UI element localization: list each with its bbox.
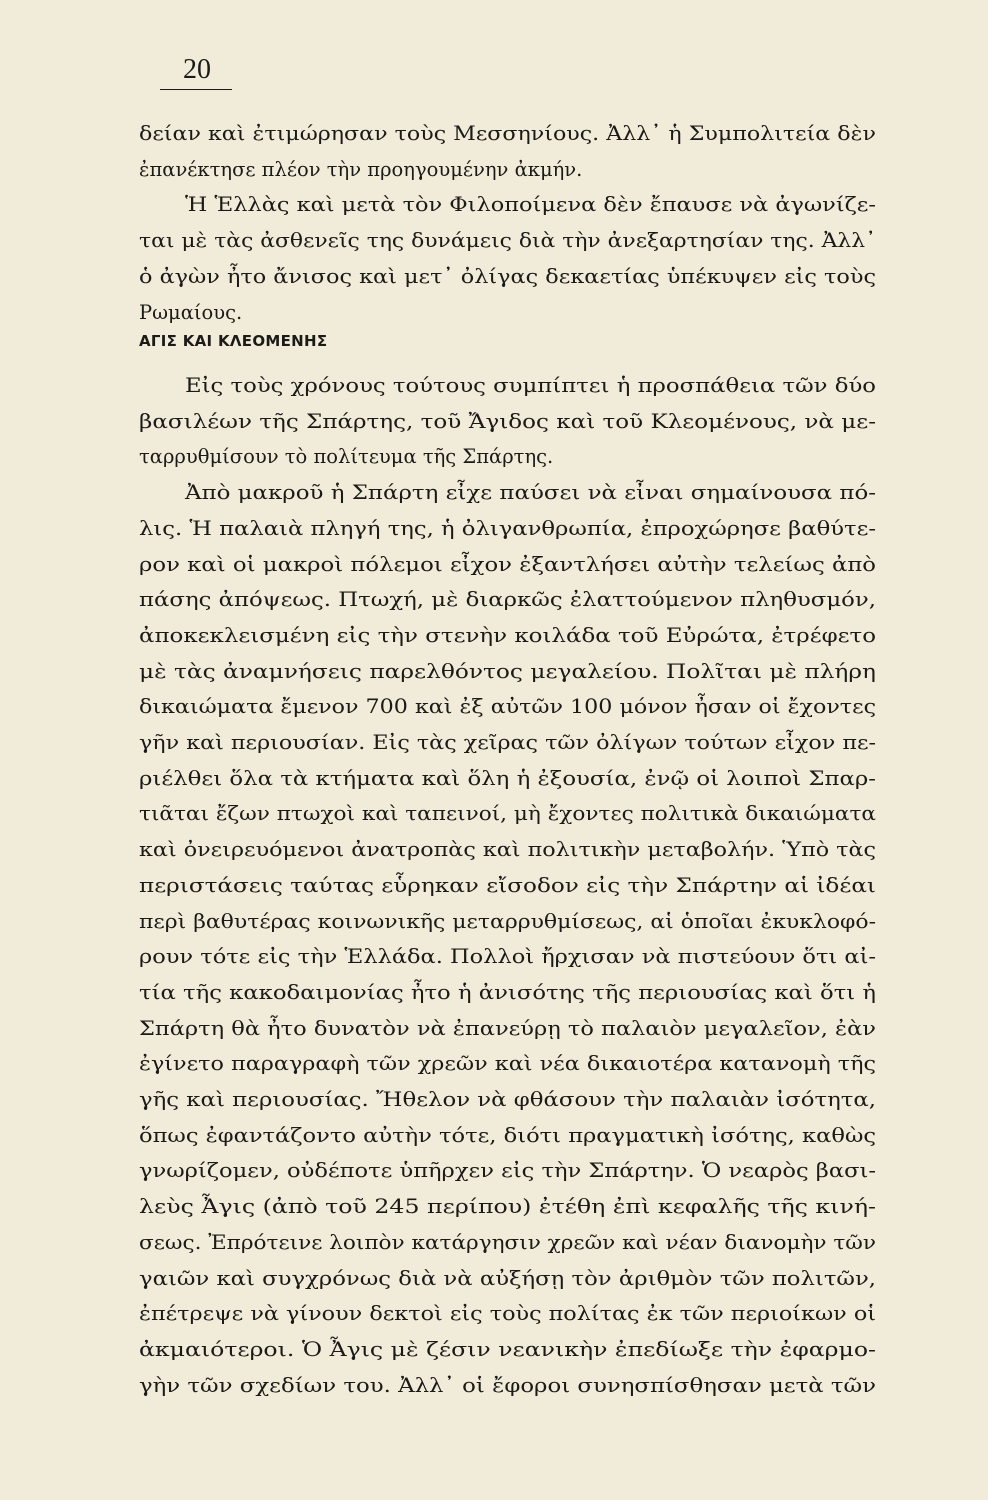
text-line: γνωρίζομεν, οὐδέποτε ὑπῆρχεν εἰς τὴν Σπάρτην. Ὁ νεαρὸς βασι- — [139, 1159, 876, 1183]
text-line: ρουν τότε εἰς τὴν Ἑλλάδα. Πολλοὶ ἤρχισαν νὰ πιστεύουν ὅτι αἰ- — [139, 945, 876, 969]
text-line: βασιλέων τῆς Σπάρτης, τοῦ Ἄγιδος καὶ τοῦ Κλεομένους, νὰ με- — [139, 409, 876, 433]
text-line: λις. Ἡ παλαιὰ πληγή της, ἡ ὀλιγανθρωπία, ἐπροχώρησε βαθύτε- — [139, 516, 876, 540]
text-line: γαιῶν καὶ συγχρόνως διὰ νὰ αὐξήσῃ τὸν ἀριθμὸν τῶν πολιτῶν, — [139, 1266, 876, 1290]
text-line: ται μὲ τὰς ἀσθενεῖς της δυνάμεις διὰ τὴν ἀνεξαρτησίαν της. Ἀλλ᾿ — [139, 229, 876, 253]
text-line: Εἰς τοὺς χρόνους τούτους συμπίπτει ἡ προσπάθεια τῶν δύο — [185, 374, 876, 397]
text-line: Ἀπὸ μακροῦ ἡ Σπάρτη εἶχε παύσει νὰ εἶναι σημαίνουσα πό- — [185, 481, 877, 505]
text-line: ὁ ἀγὼν ἦτο ἄνισος καὶ μετ᾿ ὀλίγας δεκαετίας ὑπέκυψεν εἰς τοὺς — [139, 264, 876, 288]
text-line: γῆν καὶ περιουσίαν. Εἰς τὰς χεῖρας τῶν ὀλίγων τούτων εἶχον πε- — [139, 731, 876, 754]
text-line: Ρωμαίους. — [139, 300, 243, 324]
text-line: τιᾶται ἔζων πτωχοὶ καὶ ταπεινοί, μὴ ἔχοντες πολιτικὰ δικαιώματα — [139, 802, 876, 826]
text-line: ρον καὶ οἱ μακροὶ πόλεμοι εἶχον ἐξαντλήσει αὐτὴν τελείως ἀπὸ — [139, 552, 876, 576]
text-line: Ἡ Ἑλλὰς καὶ μετὰ τὸν Φιλοποίμενα δὲν ἔπαυσε νὰ ἀγωνίζε- — [185, 193, 876, 217]
section-heading: ΑΓΙΣ ΚΑΙ ΚΛΕΟΜΕΝΗΣ — [139, 332, 328, 350]
text-line: Σπάρτη θὰ ἦτο δυνατὸν νὰ ἐπανεύρῃ τὸ παλαιὸν μεγαλεῖον, ἐὰν — [139, 1016, 876, 1040]
text-line: πάσης ἀπόψεως. Πτωχή, μὲ διαρκῶς ἐλαττούμενον πληθυσμόν, — [139, 588, 876, 612]
text-line: ριέλθει ὅλα τὰ κτήματα καὶ ὅλη ἡ ἐξουσία, ἐνῷ οἱ λοιποὶ Σπαρ- — [139, 766, 876, 790]
text-line: περιστάσεις ταύτας εὗρηκαν εἴσοδον εἰς τὴν Σπάρτην αἱ ἰδέαι — [139, 873, 876, 897]
text-line: τία τῆς κακοδαιμονίας ἦτο ἡ ἀνισότης τῆς περιουσίας καὶ ὅτι ἡ — [139, 980, 876, 1004]
text-line: περὶ βαθυτέρας κοινωνικῆς μεταρρυθμίσεως, αἱ ὁποῖαι ἐκυκλοφό- — [139, 909, 876, 933]
text-line: καὶ ὀνειρευόμενοι ἀνατροπὰς καὶ πολιτικὴν μεταβολήν. Ὑπὸ τὰς — [139, 838, 876, 862]
text-line: σεως. Ἐπρότεινε λοιπὸν κατάργησιν χρεῶν καὶ νέαν διανομὴν τῶν — [139, 1230, 877, 1254]
text-line: ἀποκεκλεισμένη εἰς τὴν στενὴν κοιλάδα τοῦ Εὐρώτα, ἐτρέφετο — [139, 623, 876, 647]
text-line: γὴν τῶν σχεδίων του. Ἀλλ᾿ οἱ ἔφοροι συνησπίσθησαν μετὰ τῶν — [139, 1373, 876, 1397]
text-line: ἐγίνετο παραγραφὴ τῶν χρεῶν καὶ νέα δικαιοτέρα κατανομὴ τῆς — [139, 1052, 876, 1076]
text-line: δείαν καὶ ἐτιμώρησαν τοὺς Μεσσηνίους. Ἀλλ᾿ ἡ Συμπολιτεία δὲν — [139, 122, 876, 145]
text-line: ἐπανέκτησε πλέον τὴν προηγουμένην ἀκμήν. — [139, 157, 583, 181]
page-number: 20 — [183, 54, 211, 85]
text-line: δικαιώματα ἔμενον 700 καὶ ἐξ αὐτῶν 100 μόνον ἦσαν οἱ ἔχοντες — [139, 695, 876, 719]
text-line: ταρρυθμίσουν τὸ πολίτευμα τῆς Σπάρτης. — [139, 445, 554, 469]
text-line: λεὺς Ἆγις (ἀπὸ τοῦ 245 περίπου) ἐτέθη ἐπὶ κεφαλῆς τῆς κινή- — [139, 1195, 876, 1219]
text-line: ἐπέτρεψε νὰ γίνουν δεκτοὶ εἰς τοὺς πολίτας ἐκ τῶν περιοίκων οἱ — [139, 1302, 876, 1326]
text-line: ὅπως ἐφαντάζοντο αὐτὴν τότε, διότι πραγματικὴ ἰσότης, καθὼς — [139, 1123, 876, 1147]
text-line: ἀκμαιότεροι. Ὁ Ἆγις μὲ ζέσιν νεανικὴν ἐπεδίωξε τὴν ἐφαρμο- — [139, 1337, 876, 1361]
text-line: γῆς καὶ περιουσίας. Ἤθελον νὰ φθάσουν τὴν παλαιὰν ἰσότητα, — [139, 1088, 876, 1111]
text-line: μὲ τὰς ἀναμνήσεις παρελθόντος μεγαλείου. Πολῖται μὲ πλήρη — [139, 659, 876, 683]
